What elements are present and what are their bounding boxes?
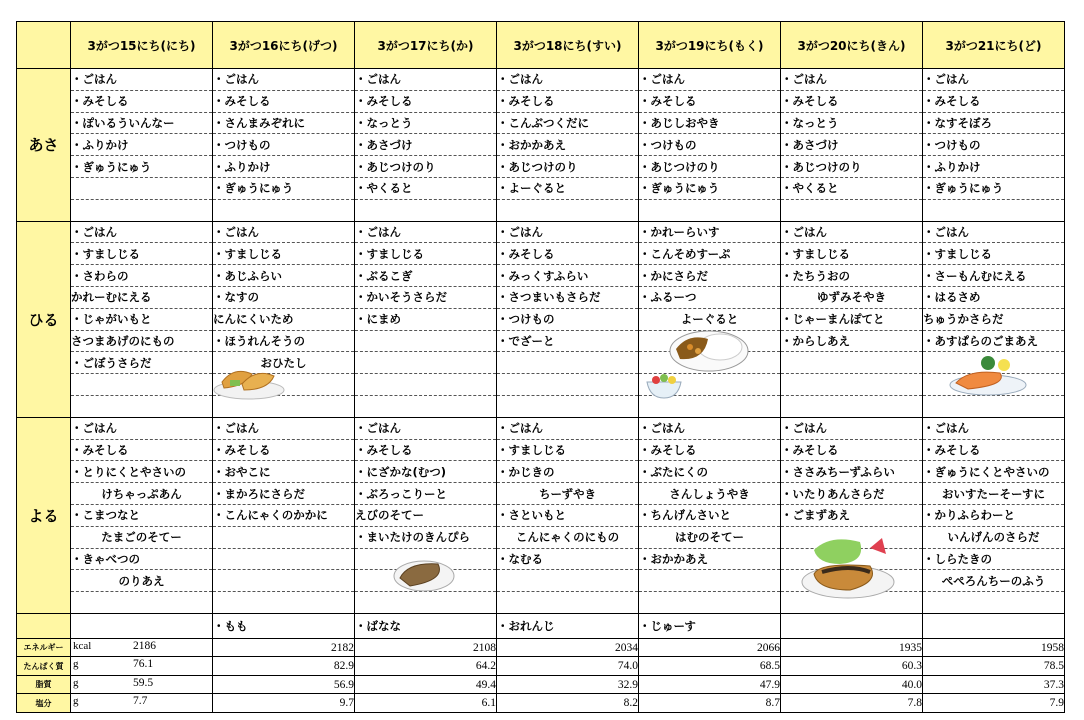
menu-item: ・いたりあんさらだ — [781, 483, 923, 505]
menu-item: ・やくると — [355, 177, 497, 199]
menu-item: ・あじつけのり — [355, 156, 497, 178]
menu-item — [639, 570, 781, 592]
day-header: 3がつ16にち(げつ) — [213, 22, 355, 69]
nutrition-value: 32.9 — [617, 678, 638, 691]
menu-item: ・さんまみぞれに — [213, 112, 355, 134]
menu-item: ・はるさめ — [923, 286, 1065, 308]
nutrition-unit: g — [73, 658, 79, 671]
menu-item: ・とりにくとやさいの — [71, 461, 213, 483]
menu-row — [17, 156, 1065, 178]
menu-item — [781, 199, 923, 221]
menu-item: ぺぺろんちーのふう — [923, 570, 1065, 592]
salad-bowl-illustration — [644, 372, 684, 400]
menu-item: ・あじしおやき — [639, 112, 781, 134]
menu-item: ・からしあえ — [781, 330, 923, 352]
menu-item: ・すましじる — [781, 243, 923, 265]
menu-item: にんにくいため — [213, 308, 355, 330]
menu-item: ・ぽいるういんなー — [71, 112, 213, 134]
menu-row — [17, 395, 1065, 417]
menu-item: ・さーもんむにえる — [923, 265, 1065, 287]
nutrition-value: 74.0 — [617, 660, 638, 673]
menu-item: ・みそしる — [355, 439, 497, 461]
menu-item: ・ぶるこぎ — [355, 265, 497, 287]
menu-row — [17, 243, 1065, 265]
menu-item: ・さといもと — [497, 504, 639, 526]
menu-item: ・あさづけ — [355, 134, 497, 156]
menu-item: ・ごはん — [497, 417, 639, 439]
nutrition-row — [17, 657, 1065, 676]
menu-item: ・ぎゅうにゅう — [213, 177, 355, 199]
menu-item: ・みそしる — [355, 90, 497, 112]
day-header: 3がつ15にち(にち) — [71, 22, 213, 69]
menu-item — [355, 592, 497, 614]
menu-item: ・すましじる — [71, 243, 213, 265]
menu-item: ・おやこに — [213, 461, 355, 483]
menu-item: ・たちうおの — [781, 265, 923, 287]
menu-item: ・なっとう — [355, 112, 497, 134]
extras-row — [17, 613, 1065, 638]
extra-item — [923, 613, 1065, 638]
menu-item: ・ごはん — [71, 221, 213, 243]
menu-item: よーぐると — [639, 308, 781, 330]
menu-item: さんしょうやき — [639, 483, 781, 505]
extras-label — [17, 613, 71, 638]
menu-item: ・なむる — [497, 548, 639, 570]
curry-rice-illustration — [668, 325, 750, 373]
extra-item — [71, 613, 213, 638]
nutrition-cell — [71, 675, 213, 694]
menu-body — [17, 69, 1065, 713]
menu-item: ・ごはん — [71, 69, 213, 91]
menu-item — [213, 548, 355, 570]
day-header: 3がつ21にち(ど) — [923, 22, 1065, 69]
menu-item: ・ぎゅうにゅう — [923, 177, 1065, 199]
menu-item — [71, 199, 213, 221]
menu-item: ・さわらの — [71, 265, 213, 287]
meal-label: あさ — [17, 69, 71, 222]
menu-item: ・すましじる — [923, 243, 1065, 265]
nutrition-value: 40.0 — [901, 678, 922, 691]
nutrition-cell — [213, 675, 355, 694]
menu-item: ・やくると — [781, 177, 923, 199]
menu-item — [71, 592, 213, 614]
menu-item: ・にまめ — [355, 308, 497, 330]
menu-item: ・みそしる — [497, 243, 639, 265]
menu-item — [213, 199, 355, 221]
nutrition-value: 7.7 — [133, 695, 148, 708]
menu-row — [17, 112, 1065, 134]
nutrition-value: 59.5 — [133, 676, 154, 689]
nutrition-label: たんぱく質 — [17, 657, 71, 676]
menu-item — [497, 395, 639, 417]
menu-item — [497, 374, 639, 396]
menu-item — [355, 352, 497, 374]
menu-item — [923, 199, 1065, 221]
extra-item: ・じゅーす — [639, 613, 781, 638]
nutrition-value: 47.9 — [759, 678, 780, 691]
nutrition-cell — [639, 675, 781, 694]
menu-item: ・つけもの — [213, 134, 355, 156]
day-header: 3がつ17にち(か) — [355, 22, 497, 69]
menu-item: ・すましじる — [213, 243, 355, 265]
nutrition-value: 2066 — [757, 641, 780, 654]
nutrition-label: 脂質 — [17, 675, 71, 694]
nutrition-cell — [497, 638, 639, 657]
nutrition-value: 37.3 — [1043, 678, 1064, 691]
menu-item: ・つけもの — [923, 134, 1065, 156]
extra-item: ・おれんじ — [497, 613, 639, 638]
menu-item — [497, 199, 639, 221]
menu-item: ・ごはん — [923, 69, 1065, 91]
nutrition-cell — [497, 694, 639, 713]
nutrition-cell — [639, 657, 781, 676]
menu-item: ・ごはん — [781, 221, 923, 243]
menu-item: ・ふりかけ — [213, 156, 355, 178]
nutrition-cell — [71, 638, 213, 657]
menu-item: ・かじきの — [497, 461, 639, 483]
menu-row — [17, 265, 1065, 287]
menu-row — [17, 221, 1065, 243]
menu-item: はむのそてー — [639, 526, 781, 548]
menu-item: ・ごはん — [213, 221, 355, 243]
grilled-fish-illustration — [392, 550, 456, 594]
menu-row — [17, 286, 1065, 308]
nutrition-value: 76.1 — [133, 658, 154, 671]
menu-item — [355, 199, 497, 221]
menu-row — [17, 374, 1065, 396]
day-header: 3がつ20にち(きん) — [781, 22, 923, 69]
menu-item: ・みそしる — [781, 439, 923, 461]
menu-item — [781, 374, 923, 396]
menu-row — [17, 570, 1065, 592]
menu-item: ちゅうかさらだ — [923, 308, 1065, 330]
menu-item: ・ほうれんそうの — [213, 330, 355, 352]
header-row — [17, 22, 1065, 69]
nutrition-cell — [781, 657, 923, 676]
menu-item — [71, 395, 213, 417]
menu-item — [923, 592, 1065, 614]
menu-item: ・なすの — [213, 286, 355, 308]
menu-item: ・ごはん — [639, 417, 781, 439]
menu-row — [17, 330, 1065, 352]
menu-item — [355, 374, 497, 396]
menu-item: たまごのそてー — [71, 526, 213, 548]
menu-item: ・ごはん — [497, 221, 639, 243]
menu-item: ・すましじる — [497, 439, 639, 461]
menu-item: ・こんにゃくのかかに — [213, 504, 355, 526]
menu-item: ・ごはん — [781, 69, 923, 91]
menu-item: ・みそしる — [497, 90, 639, 112]
nutrition-value: 8.7 — [765, 697, 780, 710]
menu-item — [497, 592, 639, 614]
menu-row — [17, 439, 1065, 461]
meal-label: ひる — [17, 221, 71, 417]
nutrition-cell — [923, 638, 1065, 657]
menu-item: ・しらたきの — [923, 548, 1065, 570]
menu-item: ・あじつけのり — [781, 156, 923, 178]
nutrition-value: 2182 — [331, 641, 354, 654]
menu-item: ・まいたけのきんぴら — [355, 526, 497, 548]
nutrition-cell — [781, 675, 923, 694]
nutrition-cell — [355, 638, 497, 657]
nutrition-row — [17, 638, 1065, 657]
menu-item — [639, 199, 781, 221]
menu-item — [355, 395, 497, 417]
nutrition-unit: kcal — [73, 639, 92, 652]
menu-row — [17, 592, 1065, 614]
menu-item: ・みそしる — [781, 90, 923, 112]
menu-row — [17, 548, 1065, 570]
menu-item — [923, 395, 1065, 417]
menu-item — [71, 374, 213, 396]
nutrition-value: 64.2 — [475, 660, 496, 673]
menu-item: いんげんのさらだ — [923, 526, 1065, 548]
nutrition-cell — [923, 675, 1065, 694]
menu-item: ・みっくすふらい — [497, 265, 639, 287]
nutrition-label: エネルギー — [17, 638, 71, 657]
menu-item: ・みそしる — [71, 90, 213, 112]
menu-row — [17, 177, 1065, 199]
nutrition-value: 1958 — [1041, 641, 1064, 654]
menu-row — [17, 199, 1065, 221]
menu-item: ・みそしる — [213, 90, 355, 112]
menu-row — [17, 352, 1065, 374]
menu-item: ・ぶろっこりーと — [355, 483, 497, 505]
tonkatsu-illustration — [800, 534, 896, 600]
menu-item: ・ちんげんさいと — [639, 504, 781, 526]
weekly-menu-table — [16, 21, 1065, 713]
nutrition-cell — [213, 638, 355, 657]
menu-item: ・あじつけのり — [497, 156, 639, 178]
nutrition-value: 2186 — [133, 639, 156, 652]
menu-item: ・ごはん — [355, 417, 497, 439]
menu-row — [17, 417, 1065, 439]
nutrition-value: 68.5 — [759, 660, 780, 673]
menu-item: ・まかろにさらだ — [213, 483, 355, 505]
menu-item: ・みそしる — [71, 439, 213, 461]
nutrition-value: 7.8 — [907, 697, 922, 710]
menu-item: かれーむにえる — [71, 286, 213, 308]
menu-item — [781, 395, 923, 417]
menu-item: ・みそしる — [639, 90, 781, 112]
nutrition-cell — [355, 657, 497, 676]
extra-item: ・ばなな — [355, 613, 497, 638]
menu-item: さつまあげのにもの — [71, 330, 213, 352]
menu-row — [17, 134, 1065, 156]
day-header: 3がつ19にち(もく) — [639, 22, 781, 69]
menu-item: ・みそしる — [639, 439, 781, 461]
nutrition-value: 8.2 — [623, 697, 638, 710]
menu-item: おひたし — [213, 352, 355, 374]
menu-item: おいすたーそーすに — [923, 483, 1065, 505]
nutrition-value: 2108 — [473, 641, 496, 654]
nutrition-cell — [355, 675, 497, 694]
nutrition-unit: g — [73, 695, 79, 708]
extra-item — [781, 613, 923, 638]
menu-row — [17, 483, 1065, 505]
menu-item: ・ささみちーずふらい — [781, 461, 923, 483]
menu-item: ・ごはん — [923, 221, 1065, 243]
menu-item: ・でざーと — [497, 330, 639, 352]
menu-item: ・みそしる — [213, 439, 355, 461]
menu-item: ・かにさらだ — [639, 265, 781, 287]
menu-item — [213, 592, 355, 614]
menu-item: ・おかかあえ — [497, 134, 639, 156]
menu-item: ・ぎゅうにゅう — [639, 177, 781, 199]
nutrition-cell — [497, 657, 639, 676]
menu-item: ・ぎゅうにゅう — [71, 156, 213, 178]
menu-item: ・みそしる — [923, 90, 1065, 112]
menu-item: ・かいそうさらだ — [355, 286, 497, 308]
menu-item: ・かれーらいす — [639, 221, 781, 243]
extra-item: ・もも — [213, 613, 355, 638]
menu-item: ・よーぐると — [497, 177, 639, 199]
nutrition-cell — [355, 694, 497, 713]
nutrition-cell — [71, 657, 213, 676]
corner-cell — [17, 22, 71, 69]
nutrition-cell — [639, 638, 781, 657]
menu-row — [17, 69, 1065, 91]
nutrition-value: 9.7 — [339, 697, 354, 710]
menu-item: ・かりふらわーと — [923, 504, 1065, 526]
menu-item: ・ぶたにくの — [639, 461, 781, 483]
meal-label: よる — [17, 417, 71, 613]
menu-item: ・あさづけ — [781, 134, 923, 156]
menu-row — [17, 461, 1065, 483]
menu-item: ・こまつなと — [71, 504, 213, 526]
menu-item — [639, 592, 781, 614]
nutrition-value: 49.4 — [475, 678, 496, 691]
menu-item: ・ぎゅうにくとやさいの — [923, 461, 1065, 483]
nutrition-cell — [639, 694, 781, 713]
menu-item: ・ふるーつ — [639, 286, 781, 308]
menu-item — [497, 570, 639, 592]
nutrition-cell — [497, 675, 639, 694]
nutrition-value: 2034 — [615, 641, 638, 654]
menu-item: ・あじつけのり — [639, 156, 781, 178]
menu-row — [17, 308, 1065, 330]
menu-item: ・みそしる — [923, 439, 1065, 461]
menu-item: ・こんぶつくだに — [497, 112, 639, 134]
menu-item — [71, 177, 213, 199]
menu-item: ・こんそめすーぷ — [639, 243, 781, 265]
menu-item: ・ごはん — [355, 221, 497, 243]
nutrition-value: 60.3 — [901, 660, 922, 673]
menu-item: ・きゃべつの — [71, 548, 213, 570]
menu-item: ・じゃがいもと — [71, 308, 213, 330]
nutrition-row — [17, 694, 1065, 713]
grilled-salmon-illustration — [948, 355, 1028, 397]
nutrition-cell — [923, 694, 1065, 713]
menu-item: ・ごはん — [355, 69, 497, 91]
menu-item: ・つけもの — [639, 134, 781, 156]
menu-item: ・ごはん — [923, 417, 1065, 439]
menu-item: ・つけもの — [497, 308, 639, 330]
menu-item: ・おかかあえ — [639, 548, 781, 570]
menu-item: ・あすぱらのごまあえ — [923, 330, 1065, 352]
menu-item: ・なっとう — [781, 112, 923, 134]
nutrition-value: 6.1 — [481, 697, 496, 710]
nutrition-cell — [781, 694, 923, 713]
menu-item: ・ごはん — [781, 417, 923, 439]
menu-item — [213, 526, 355, 548]
nutrition-cell — [923, 657, 1065, 676]
menu-item: ・ごぼうさらだ — [71, 352, 213, 374]
menu-item: ちーずやき — [497, 483, 639, 505]
menu-row — [17, 90, 1065, 112]
menu-item: ・ふりかけ — [923, 156, 1065, 178]
menu-item: ・じゃーまんぽてと — [781, 308, 923, 330]
menu-item: ・すましじる — [355, 243, 497, 265]
menu-item: ゆずみそやき — [781, 286, 923, 308]
nutrition-value: 78.5 — [1043, 660, 1064, 673]
nutrition-value: 7.9 — [1049, 697, 1064, 710]
menu-item: ・ごはん — [71, 417, 213, 439]
menu-item — [497, 352, 639, 374]
menu-item: ・なすそぼろ — [923, 112, 1065, 134]
menu-item — [355, 330, 497, 352]
menu-item: ・にざかな(むつ) — [355, 461, 497, 483]
menu-item — [213, 570, 355, 592]
nutrition-value: 1935 — [899, 641, 922, 654]
nutrition-cell — [781, 638, 923, 657]
nutrition-cell — [71, 694, 213, 713]
menu-item: ・ふりかけ — [71, 134, 213, 156]
nutrition-unit: g — [73, 676, 79, 689]
nutrition-row — [17, 675, 1065, 694]
menu-row — [17, 526, 1065, 548]
menu-item: ・ごはん — [213, 69, 355, 91]
nutrition-label: 塩分 — [17, 694, 71, 713]
menu-item: ・ごはん — [213, 417, 355, 439]
menu-item: けちゃっぷあん — [71, 483, 213, 505]
nutrition-cell — [213, 694, 355, 713]
menu-item: ・ごはん — [497, 69, 639, 91]
fried-fish-illustration — [212, 360, 286, 400]
menu-item — [781, 352, 923, 374]
nutrition-value: 82.9 — [333, 660, 354, 673]
menu-item: ・ごはん — [639, 69, 781, 91]
menu-item: ・ごまずあえ — [781, 504, 923, 526]
menu-item: こんにゃくのにもの — [497, 526, 639, 548]
menu-item: えびのそてー — [355, 504, 497, 526]
menu-item: のりあえ — [71, 570, 213, 592]
menu-item: ・さつまいもさらだ — [497, 286, 639, 308]
day-header: 3がつ18にち(すい) — [497, 22, 639, 69]
menu-row — [17, 504, 1065, 526]
nutrition-value: 56.9 — [333, 678, 354, 691]
nutrition-cell — [213, 657, 355, 676]
menu-item: ・あじふらい — [213, 265, 355, 287]
